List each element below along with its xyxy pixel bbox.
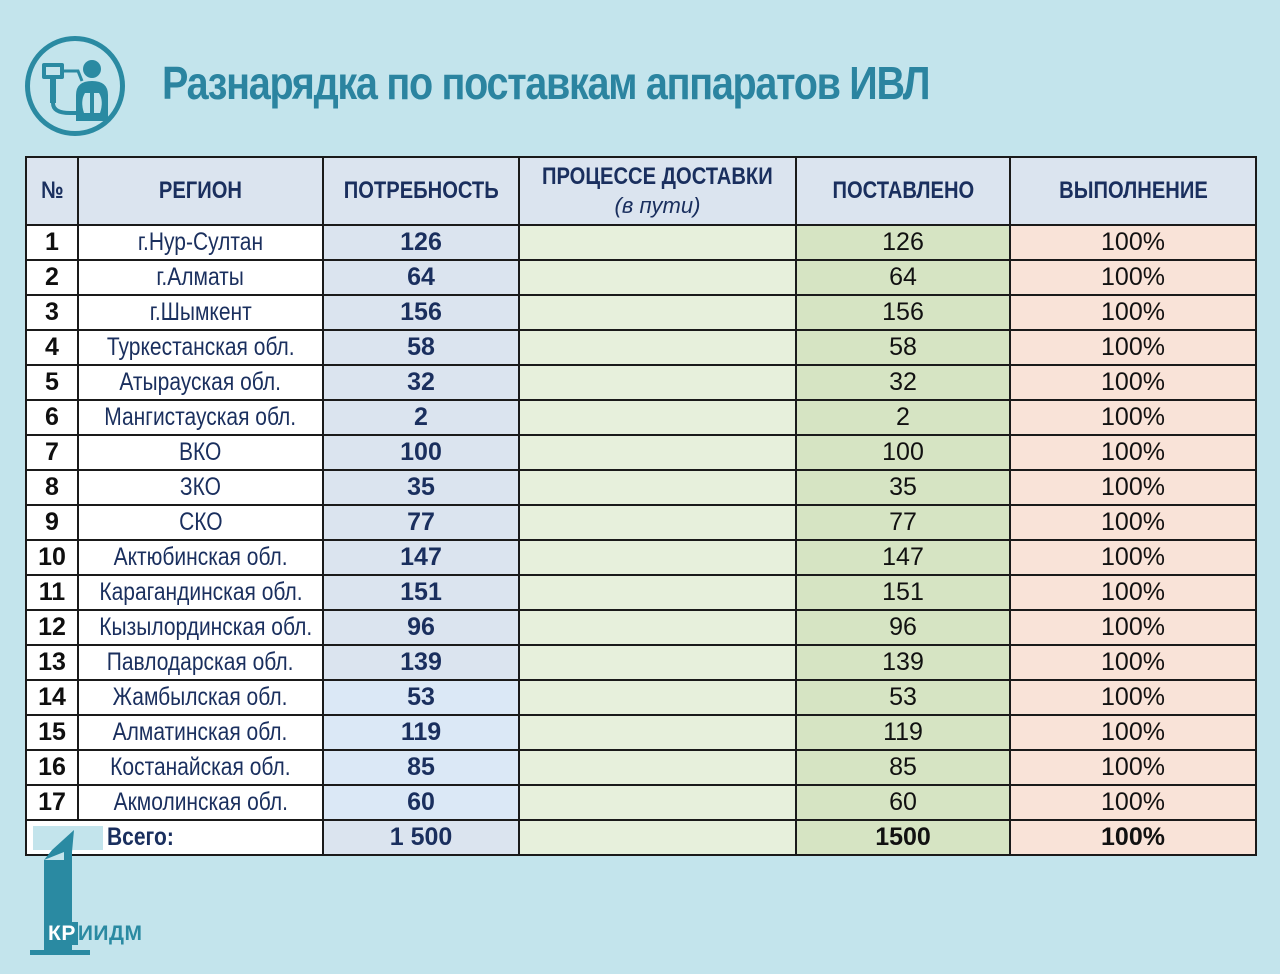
row-region: Костанайская обл.	[78, 750, 323, 785]
row-delivered: 2	[796, 400, 1010, 435]
row-need: 126	[323, 225, 519, 260]
row-need: 96	[323, 610, 519, 645]
total-process	[519, 820, 796, 855]
row-number: 12	[26, 610, 78, 645]
row-region: г.Шымкент	[78, 295, 323, 330]
row-process	[519, 540, 796, 575]
total-execution: 100%	[1010, 820, 1256, 855]
row-execution: 100%	[1010, 680, 1256, 715]
row-delivered: 64	[796, 260, 1010, 295]
row-delivered: 53	[796, 680, 1010, 715]
row-need: 151	[323, 575, 519, 610]
row-need: 147	[323, 540, 519, 575]
row-delivered: 58	[796, 330, 1010, 365]
table-header-row	[26, 157, 1256, 225]
table-row	[26, 470, 1256, 505]
row-execution: 100%	[1010, 260, 1256, 295]
row-execution: 100%	[1010, 295, 1256, 330]
row-need: 119	[323, 715, 519, 750]
row-process	[519, 575, 796, 610]
row-process	[519, 645, 796, 680]
row-region: г.Алматы	[78, 260, 323, 295]
row-execution: 100%	[1010, 785, 1256, 820]
table-row	[26, 295, 1256, 330]
total-label: Всего:	[26, 820, 323, 855]
table-row	[26, 330, 1256, 365]
row-region: Жамбылская обл.	[78, 680, 323, 715]
row-number: 7	[26, 435, 78, 470]
row-process	[519, 260, 796, 295]
page-header	[0, 0, 1280, 150]
table-row	[26, 750, 1256, 785]
row-need: 139	[323, 645, 519, 680]
row-number: 14	[26, 680, 78, 715]
row-need: 156	[323, 295, 519, 330]
table-row	[26, 680, 1256, 715]
row-region: ВКО	[78, 435, 323, 470]
table-row	[26, 365, 1256, 400]
row-region: Атырауская обл.	[78, 365, 323, 400]
row-process	[519, 365, 796, 400]
row-region: Павлодарская обл.	[78, 645, 323, 680]
row-execution: 100%	[1010, 610, 1256, 645]
row-region: Карагандинская обл.	[78, 575, 323, 610]
row-number: 10	[26, 540, 78, 575]
row-execution: 100%	[1010, 435, 1256, 470]
row-number: 15	[26, 715, 78, 750]
table-row	[26, 435, 1256, 470]
column-header-region: РЕГИОН	[78, 157, 323, 225]
ventilator-distribution-table	[25, 156, 1257, 856]
row-need: 2	[323, 400, 519, 435]
row-execution: 100%	[1010, 330, 1256, 365]
table-row	[26, 610, 1256, 645]
row-number: 16	[26, 750, 78, 785]
row-execution: 100%	[1010, 575, 1256, 610]
row-need: 53	[323, 680, 519, 715]
table-row	[26, 505, 1256, 540]
row-number: 5	[26, 365, 78, 400]
page-title: Разнарядка по поставкам аппаратов ИВЛ	[162, 57, 930, 109]
column-header-delivered: ПОСТАВЛЕНО	[796, 157, 1010, 225]
row-number: 4	[26, 330, 78, 365]
row-execution: 100%	[1010, 225, 1256, 260]
row-execution: 100%	[1010, 365, 1256, 400]
row-need: 77	[323, 505, 519, 540]
row-delivered: 156	[796, 295, 1010, 330]
row-region: Мангистауская обл.	[78, 400, 323, 435]
row-delivered: 35	[796, 470, 1010, 505]
brand-name	[46, 922, 142, 946]
row-region: ЗКО	[78, 470, 323, 505]
row-number: 17	[26, 785, 78, 820]
row-process	[519, 785, 796, 820]
column-header-num: №	[26, 157, 78, 225]
row-process	[519, 750, 796, 785]
column-header-process: ПРОЦЕССЕ ДОСТАВКИ (в пути)	[519, 157, 796, 225]
row-process	[519, 225, 796, 260]
row-execution: 100%	[1010, 645, 1256, 680]
row-delivered: 85	[796, 750, 1010, 785]
row-number: 8	[26, 470, 78, 505]
row-process	[519, 330, 796, 365]
row-need: 35	[323, 470, 519, 505]
row-process	[519, 680, 796, 715]
row-delivered: 119	[796, 715, 1010, 750]
column-header-execution: ВЫПОЛНЕНИЕ	[1010, 157, 1256, 225]
table-row	[26, 645, 1256, 680]
row-number: 9	[26, 505, 78, 540]
row-process	[519, 610, 796, 645]
row-region: Акмолинская обл.	[78, 785, 323, 820]
brand-name-suffix: ИИДМ	[77, 922, 143, 945]
row-delivered: 139	[796, 645, 1010, 680]
ventilator-icon	[25, 36, 125, 136]
table-total-row	[26, 820, 1256, 855]
row-number: 2	[26, 260, 78, 295]
row-need: 85	[323, 750, 519, 785]
row-delivered: 77	[796, 505, 1010, 540]
table-row	[26, 785, 1256, 820]
row-execution: 100%	[1010, 505, 1256, 540]
row-need: 32	[323, 365, 519, 400]
table-row	[26, 260, 1256, 295]
row-need: 100	[323, 435, 519, 470]
row-need: 58	[323, 330, 519, 365]
row-process	[519, 470, 796, 505]
row-need: 60	[323, 785, 519, 820]
row-delivered: 151	[796, 575, 1010, 610]
row-number: 3	[26, 295, 78, 330]
table-row	[26, 400, 1256, 435]
row-execution: 100%	[1010, 715, 1256, 750]
row-region: Кызылординская обл.	[78, 610, 323, 645]
row-number: 13	[26, 645, 78, 680]
row-number: 1	[26, 225, 78, 260]
row-process	[519, 715, 796, 750]
table-row	[26, 540, 1256, 575]
row-region: г.Нур-Султан	[78, 225, 323, 260]
row-region: СКО	[78, 505, 323, 540]
row-execution: 100%	[1010, 400, 1256, 435]
row-delivered: 32	[796, 365, 1010, 400]
row-region: Туркестанская обл.	[78, 330, 323, 365]
row-execution: 100%	[1010, 750, 1256, 785]
row-number: 11	[26, 575, 78, 610]
row-number: 6	[26, 400, 78, 435]
row-region: Актюбинская обл.	[78, 540, 323, 575]
row-delivered: 60	[796, 785, 1010, 820]
total-need: 1 500	[323, 820, 519, 855]
table-row	[26, 575, 1256, 610]
row-process	[519, 400, 796, 435]
row-process	[519, 295, 796, 330]
row-region: Алматинская обл.	[78, 715, 323, 750]
row-process	[519, 435, 796, 470]
row-delivered: 100	[796, 435, 1010, 470]
row-delivered: 126	[796, 225, 1010, 260]
column-header-process-sub: (в пути)	[614, 193, 701, 218]
row-execution: 100%	[1010, 470, 1256, 505]
total-delivered: 1500	[796, 820, 1010, 855]
column-header-need: ПОТРЕБНОСТЬ	[323, 157, 519, 225]
table-row	[26, 715, 1256, 750]
row-need: 64	[323, 260, 519, 295]
table-row	[26, 225, 1256, 260]
row-process	[519, 505, 796, 540]
row-delivered: 147	[796, 540, 1010, 575]
row-execution: 100%	[1010, 540, 1256, 575]
brand-name-prefix: КР	[48, 922, 76, 945]
row-delivered: 96	[796, 610, 1010, 645]
